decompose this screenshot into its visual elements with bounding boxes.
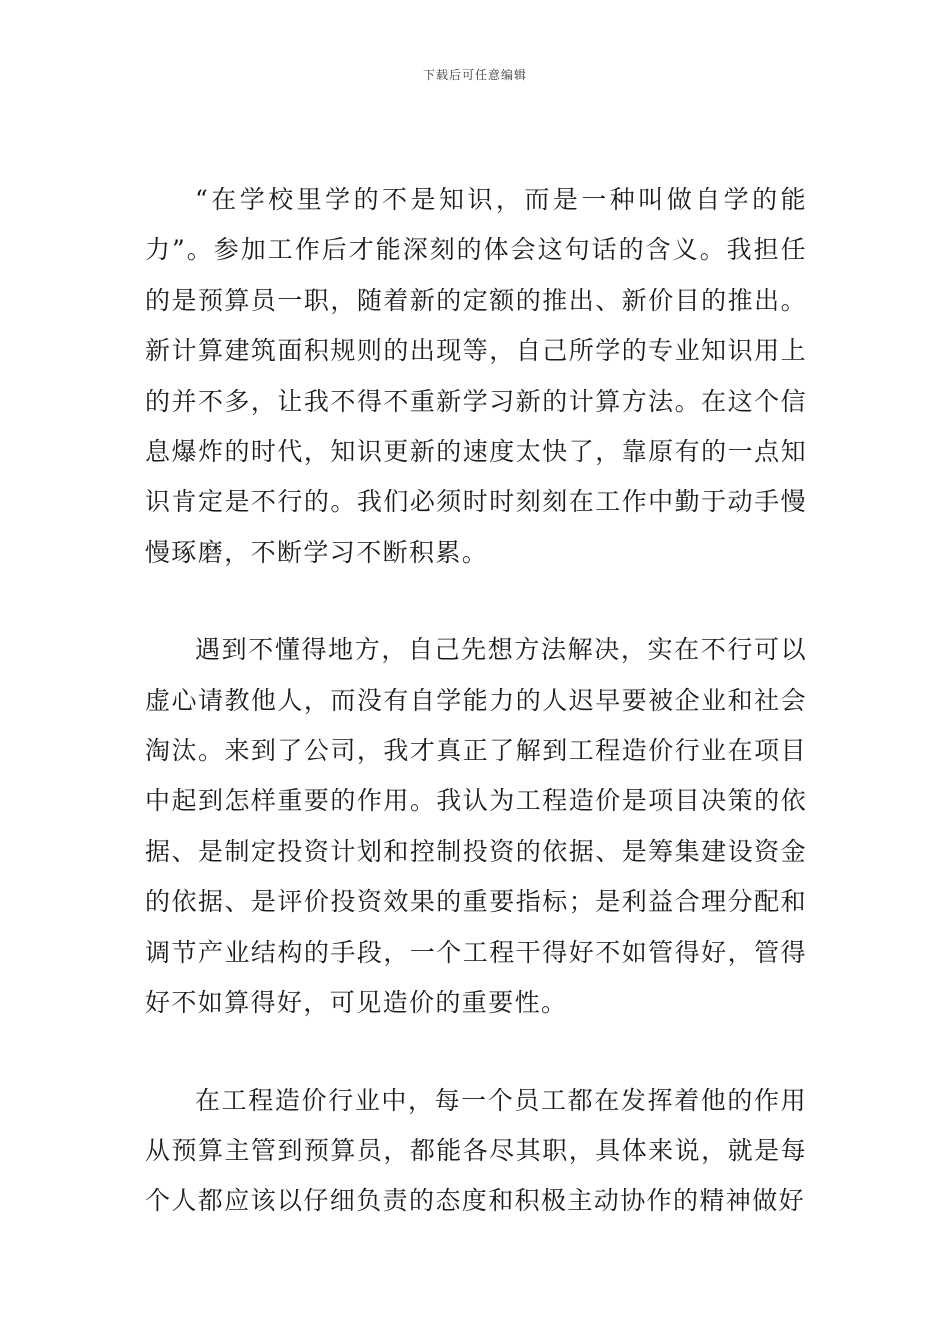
paragraph-2: 遇到不懂得地方，自己先想方法解决，实在不行可以虚心请教他人，而没有自学能力的人迟早要被企业和社会淘汰。来到了公司，我才真正了解到工程造价行业在项目中起到怎样重要的作用。我认为工程造价是项目决策的依据、是制定投资计划和控制投资的依据、是筹集建设资金的依据、是评价投资效果的重要指标；是利益合理分配和调节产业结构的手段，一个工程干得好不如管得好，管得好不如算得好，可见造价的重要性。 <box>145 635 807 1018</box>
document-body <box>145 175 807 1227</box>
paragraph-1: “在学校里学的不是知识，而是一种叫做自学的能力”。参加工作后才能深刻的体会这句话的含义。我担任的是预算员一职，随着新的定额的推出、新价目的推出。新计算建筑面积规则的出现等，自己所学的专业知识用上的并不多，让我不得不重新学习新的计算方法。在这个信息爆炸的时代，知识更新的速度太快了，靠原有的一点知识肯定是不行的。我们必须时时刻刻在工作中勤于动手慢慢琢磨，不断学习不断积累。 <box>145 185 807 567</box>
paragraph-3: 在工程造价行业中，每一个员工都在发挥着他的作用从预算主管到预算员，都能各尽其职，具体来说，就是每个人都应该以仔细负责的态度和积极主动协作的精神做好 <box>145 1085 807 1216</box>
header-note: 下载后可任意编辑 <box>422 68 527 82</box>
